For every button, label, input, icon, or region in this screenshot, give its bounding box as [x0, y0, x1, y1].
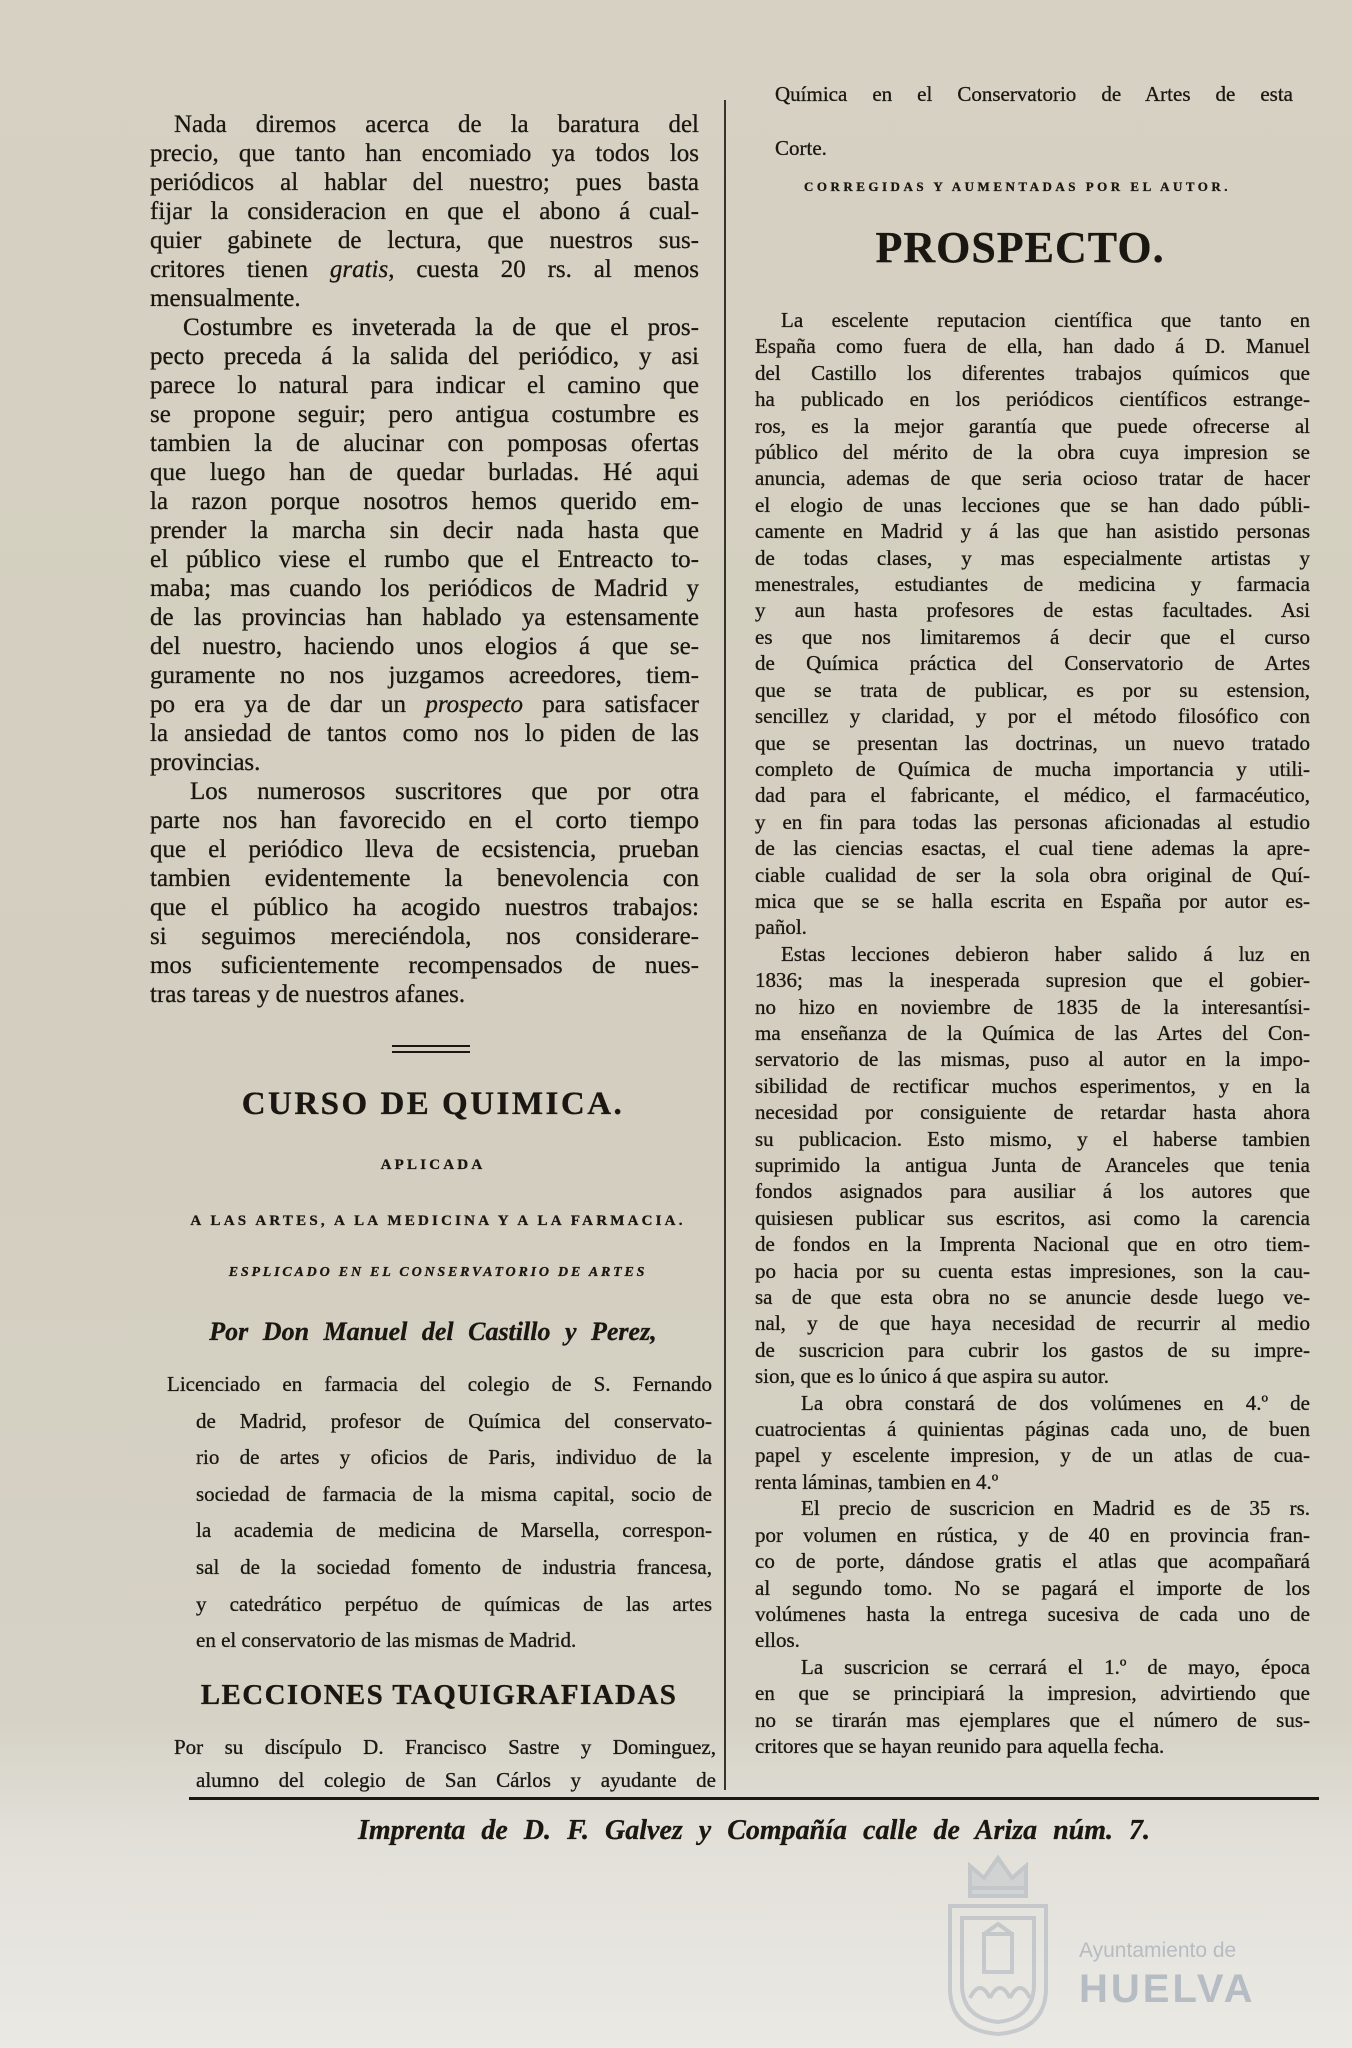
- disciple-credit: [174, 1731, 716, 1797]
- italic-word: prospecto: [425, 691, 524, 718]
- text-line: Nada diremos acerca de la baratura del: [174, 111, 699, 138]
- text-line: po hacia por su cuenta estas impresiones, son la cau-: [755, 1258, 1310, 1283]
- text-line: y catedrático perpétuo de químicas de las artes: [196, 1591, 712, 1616]
- text-line: Los numerosos suscritores que por otra: [190, 778, 699, 805]
- text-line: guramente no nos juzgamos acreedores, tiem-: [150, 662, 699, 689]
- text-line: y aun hasta profesores de estas facultades. Asi: [755, 598, 1310, 623]
- paragraph: [755, 307, 1310, 941]
- text-line: mensualmente.: [150, 285, 301, 312]
- text-line: [150, 255, 699, 284]
- text-line: ros, es la mejor garantía que puede ofrecerse al: [755, 413, 1310, 438]
- paragraph: [150, 313, 699, 777]
- text-line: ellos.: [755, 1628, 800, 1653]
- text-line: su publicacion. Esto mismo, y el haberse tambien: [755, 1126, 1310, 1151]
- text-line: de todas clases, y mas especialmente artistas y: [755, 545, 1310, 570]
- text-line: parece lo natural para indicar el camino que: [150, 372, 699, 399]
- italic-word: gratis: [329, 256, 389, 283]
- text-line: el público viese el rumbo que el Entreacto to-: [150, 546, 699, 573]
- text-line: prender la marcha sin decir nada hasta que: [150, 517, 699, 544]
- text-line: 1836; mas la inesperada supresion que el gobier-: [755, 968, 1310, 993]
- text-line: en el conservatorio de las mismas de Madrid.: [196, 1628, 577, 1653]
- paragraph: [150, 110, 699, 313]
- text-line: renta láminas, tambien en 4.º: [755, 1469, 999, 1494]
- watermark-text-line1: Ayuntamiento de: [1079, 1939, 1237, 1962]
- text-line: Química en el Conservatorio de Artes de esta: [775, 82, 1293, 106]
- text-line: en que se principiará la impresion, advirtiendo que: [755, 1681, 1310, 1706]
- paragraph: [755, 1654, 1310, 1760]
- text-line: la academia de medicina de Marsella, correspon-: [196, 1518, 712, 1543]
- text-line: ma enseñanza de la Química de las Artes del Con-: [755, 1020, 1310, 1045]
- text-line: que se trata de publicar, es por su estension,: [755, 677, 1310, 702]
- text-line: sencillez y claridad, y por el método filosófico con: [755, 704, 1310, 729]
- text-line: ha publicado en los periódicos científicos estrange-: [755, 387, 1310, 412]
- text-line: España como fuera de ella, han dado á D. Manuel: [755, 334, 1310, 359]
- text-line: que se presentan las doctrinas, un nuevo tratado: [755, 730, 1310, 755]
- text-line: por volumen en rústica, y de 40 en provincia fran-: [755, 1522, 1310, 1547]
- text-line: tambien evidentemente la benevolencia con: [150, 865, 699, 892]
- text-line: El precio de suscricion en Madrid es de 35 rs.: [801, 1496, 1310, 1521]
- text-line: que luego han de quedar burladas. Hé aqui: [150, 459, 699, 486]
- text-line: pecto preceda á la salida del periódico, y asi: [150, 343, 699, 370]
- paragraph: [167, 1366, 712, 1659]
- text-line: precio, que tanto han encomiado ya todos los: [150, 140, 699, 167]
- text-line: parte nos han favorecido en el corto tiempo: [150, 807, 699, 834]
- author-credentials: [167, 1366, 712, 1659]
- text-line: de fondos en la Imprenta Nacional que en otro tiem-: [755, 1232, 1310, 1257]
- text-line: cuatrocientas á quinientas páginas cada uno, de buen: [755, 1417, 1310, 1442]
- text-line: fijar la consideracion en que el abono á cual-: [150, 198, 699, 225]
- text-line: menestrales, estudiantes de medicina y farmacia: [755, 572, 1310, 597]
- course-subtitle-applied: APLICADA: [380, 1157, 486, 1173]
- text-line: volúmenes hasta la entrega sucesiva de cada uno de: [755, 1601, 1310, 1626]
- text-line: no se tirarán mas ejemplares que el número de sus-: [755, 1707, 1310, 1732]
- text-line: la ansiedad de tantos como nos lo piden de las: [150, 720, 699, 747]
- text-line: sa de que esta obra no se anuncie desde luego ve-: [755, 1285, 1310, 1310]
- course-author: Por Don Manuel del Castillo y Perez,: [209, 1317, 657, 1346]
- text-line: Corte.: [775, 136, 827, 160]
- text-line: dad para el fabricante, el médico, el farmacéutico,: [755, 783, 1310, 808]
- text-segment: para satisfacer: [523, 691, 699, 718]
- footer-rule: [189, 1797, 1319, 1800]
- text-line: al segundo tomo. No se pagará el importe de los: [755, 1575, 1310, 1600]
- course-fields: A LAS ARTES, A LA MEDICINA Y A LA FARMACIA.: [190, 1213, 686, 1229]
- text-line: co de porte, dándose gratis el atlas que acompañará: [755, 1549, 1310, 1574]
- text-line: de Madrid, profesor de Química del conservato-: [196, 1408, 712, 1433]
- text-line: fondos asignados para ausiliar á los autores que: [755, 1179, 1310, 1204]
- text-segment: po era ya de dar un: [150, 691, 426, 718]
- column-divider: [724, 100, 726, 1790]
- text-line: del nuestro, haciendo unos elogios á que se-: [150, 633, 699, 660]
- paragraph: [755, 1495, 1310, 1653]
- text-line: maba; mas cuando los periódicos de Madrid y: [150, 575, 699, 602]
- text-line: critores que se hayan reunido para aquella fecha.: [755, 1733, 1165, 1758]
- text-line: La suscricion se cerrará el 1.º de mayo, época: [801, 1654, 1310, 1679]
- text-line: no hizo en noviembre de 1835 de la interesantísi-: [755, 994, 1310, 1019]
- text-line: ciable cualidad de ser la sola obra original de Quí-: [755, 862, 1310, 887]
- text-line: mica que se se halla escrita en España por autor es-: [755, 888, 1310, 913]
- text-line: necesidad por consiguiente de retardar hasta ahora: [755, 1100, 1310, 1125]
- text-line: tambien la de alucinar con pomposas ofertas: [150, 430, 699, 457]
- section-separator: [392, 1045, 470, 1053]
- watermark-text-line2: HUELVA: [1079, 1967, 1256, 2011]
- text-segment: critores tienen: [150, 256, 330, 283]
- text-line: mos suficientemente recompensados de nues-: [150, 952, 699, 979]
- right-column-continuation: [775, 67, 1293, 175]
- lessons-heading: LECCIONES TAQUIGRAFIADAS: [200, 1679, 678, 1711]
- paragraph: [174, 1731, 716, 1797]
- text-line: alumno del colegio de San Cárlos y ayudante de: [196, 1768, 716, 1792]
- text-line: público del mérito de la obra cuya impresion se: [755, 440, 1310, 465]
- text-line: quier gabinete de lectura, que nuestros sus-: [150, 227, 699, 254]
- text-line: La obra constará de dos volúmenes en 4.º de: [801, 1390, 1310, 1415]
- paragraph: [755, 1390, 1310, 1496]
- course-title: CURSO DE QUIMICA.: [241, 1086, 625, 1122]
- text-line: nal, y de que haya necesidad de recurrir al medio: [755, 1311, 1310, 1336]
- text-line: Estas lecciones debieron haber salido á luz en: [781, 941, 1310, 966]
- text-line: sociedad de farmacia de la misma capital, socio de: [196, 1481, 712, 1506]
- prospect-heading: PROSPECTO.: [875, 223, 1165, 272]
- paragraph: [775, 67, 1293, 175]
- text-line: anuncia, ademas de que seria ocioso tratar de hacer: [755, 466, 1310, 491]
- text-line: Costumbre es inveterada la de que el pros-: [183, 314, 699, 341]
- text-line: sibilidad de rectificar muchos esperimentos, y en la: [755, 1073, 1310, 1098]
- text-line: [150, 690, 699, 719]
- text-line: y en fin para todas las personas aficionadas al estudio: [755, 809, 1310, 834]
- text-segment: , cuesta 20 rs. al menos: [388, 256, 699, 283]
- text-line: rio de artes y oficios de Paris, individuo de la: [196, 1445, 712, 1470]
- printer-imprint: Imprenta de D. F. Galvez y Compañía calle de Ariza núm. 7.: [357, 1815, 1151, 1846]
- text-line: papel y escelente impresion, y de un atlas de cua-: [755, 1443, 1310, 1468]
- text-line: Licenciado en farmacia del colegio de S. Fernando: [167, 1372, 712, 1396]
- text-line: si seguimos mereciéndola, nos considerare-: [150, 923, 699, 950]
- text-line: se propone seguir; pero antigua costumbre es: [150, 401, 699, 428]
- course-explained: ESPLICADO EN EL CONSERVATORIO DE ARTES: [228, 1265, 648, 1280]
- revised-note: CORREGIDAS Y AUMENTADAS POR EL AUTOR.: [803, 179, 1232, 194]
- right-column-body: [755, 307, 1310, 1759]
- text-line: tras tareas y de nuestros afanes.: [150, 981, 466, 1008]
- text-line: el elogio de unas lecciones que se han dado públi-: [755, 492, 1310, 517]
- text-line: de las ciencias esactas, el cual tiene ademas la apre-: [755, 836, 1310, 861]
- text-line: de suscricion para cubrir los gastos de su impre-: [755, 1337, 1310, 1362]
- text-line: suprimido la antigua Junta de Aranceles que tenia: [755, 1153, 1310, 1177]
- text-line: servatorio de las mismas, puso al autor en la impo-: [755, 1047, 1310, 1072]
- text-line: sion, que es lo único á que aspira su autor.: [755, 1364, 1110, 1389]
- text-line: que el periódico lleva de ecsistencia, prueban: [150, 836, 699, 863]
- text-line: periódicos al hablar del nuestro; pues basta: [150, 169, 699, 196]
- text-line: completo de Química de mucha importancia y utili-: [755, 756, 1310, 781]
- text-line: provincias.: [150, 749, 261, 776]
- text-line: pañol.: [755, 915, 807, 940]
- text-line: de las provincias han hablado ya estensamente: [150, 604, 699, 631]
- text-line: es que nos limitaremos á decir que el curso: [755, 624, 1310, 649]
- text-line: camente en Madrid y á las que han asistido personas: [755, 519, 1310, 544]
- text-line: Por su discípulo D. Francisco Sastre y Dominguez,: [174, 1735, 716, 1759]
- text-line: de Química práctica del Conservatorio de Artes: [755, 651, 1310, 676]
- text-line: la razon porque nosotros hemos querido em-: [150, 488, 699, 515]
- left-column-body: [150, 110, 699, 1009]
- text-line: que el público ha acogido nuestros trabajos:: [150, 894, 699, 921]
- text-line: sal de la sociedad fomento de industria francesa,: [196, 1554, 712, 1579]
- text-line: del Castillo los diferentes trabajos químicos que: [755, 360, 1310, 385]
- text-line: quisiesen publicar sus escritos, asi como la carencia: [755, 1205, 1310, 1230]
- paragraph: [755, 941, 1310, 1390]
- text-line: La escelente reputacion científica que tanto en: [781, 308, 1310, 332]
- city-crest-icon: [940, 1848, 1056, 2038]
- paragraph: [150, 777, 699, 1009]
